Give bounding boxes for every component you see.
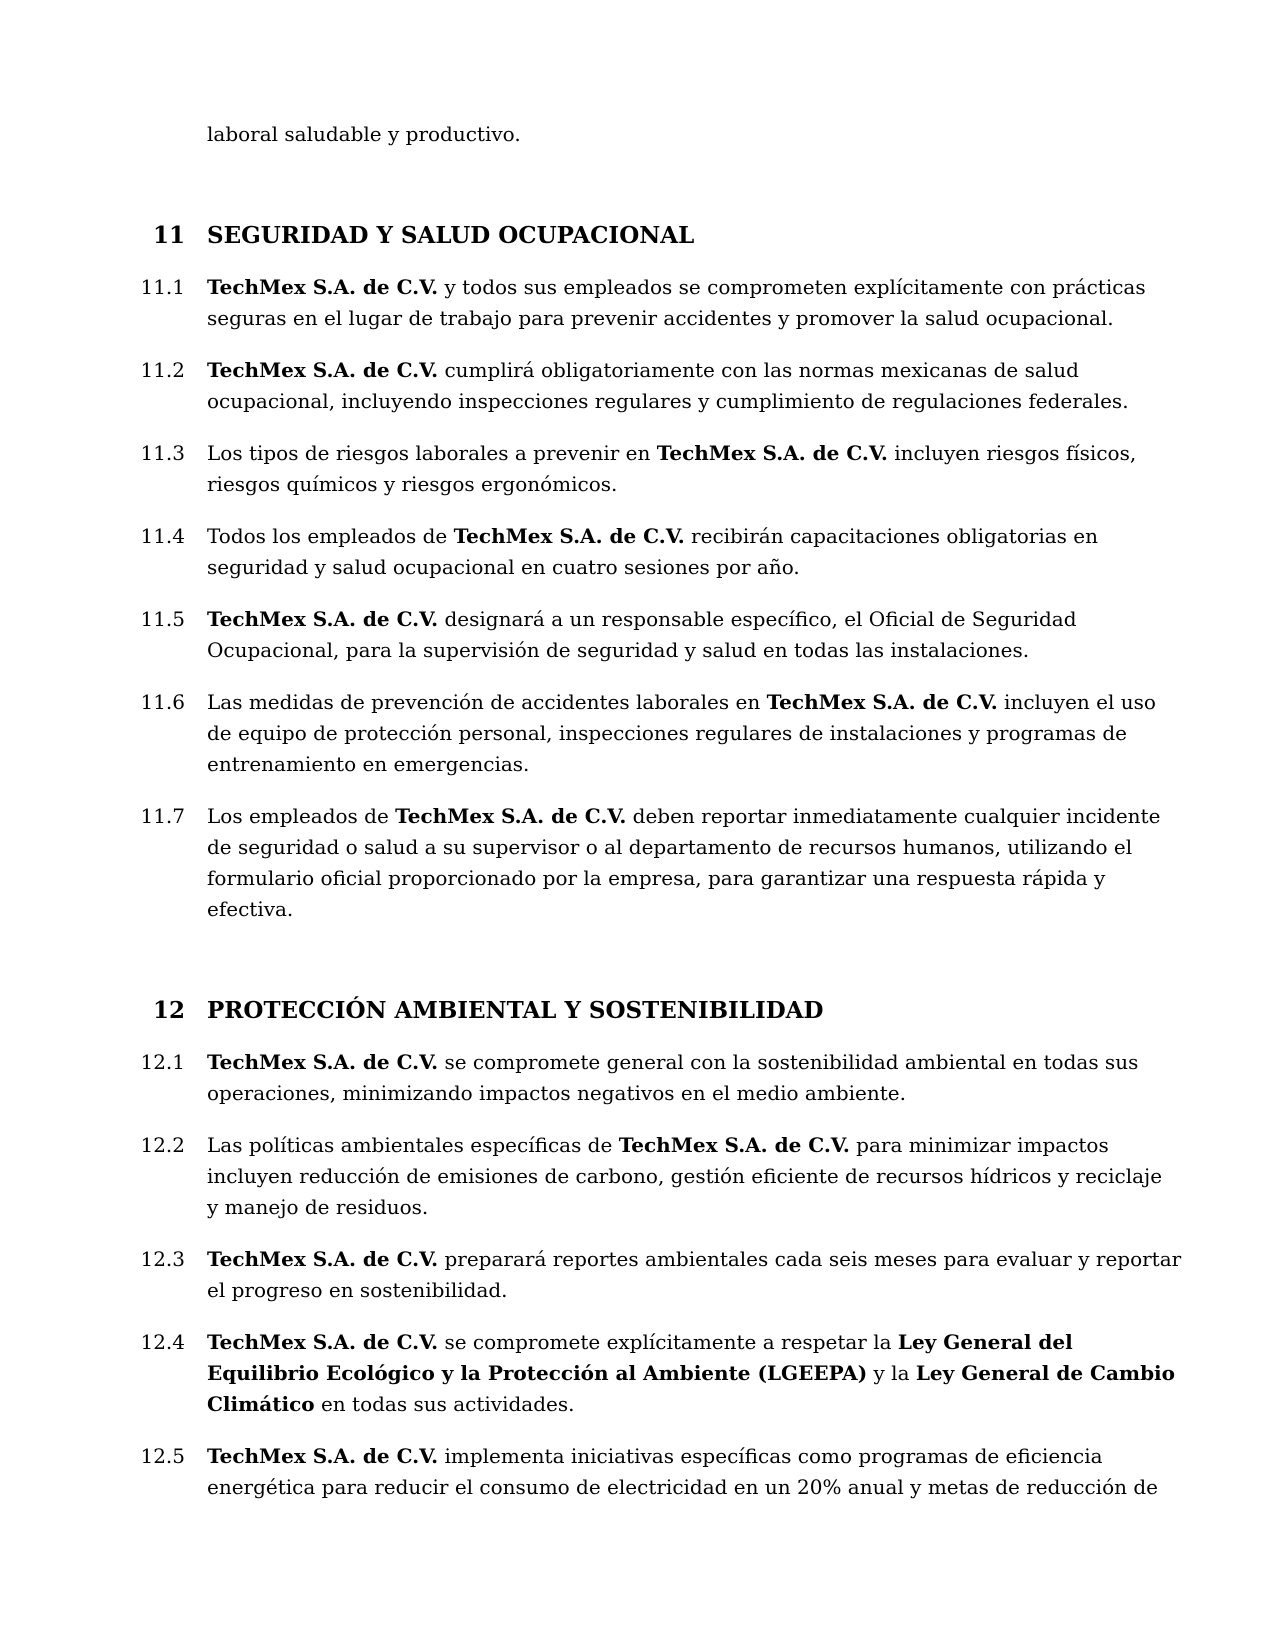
- text-run: se compromete general con la sostenibilidad ambiental en todas sus: [438, 1050, 1139, 1074]
- text-run: y todos sus empleados se comprometen explícitamente con prácticas: [438, 275, 1146, 299]
- text-line: [207, 1161, 1162, 1192]
- bold-run: TechMex S.A. de C.V.: [207, 1444, 439, 1468]
- list-item: [0, 604, 1275, 666]
- list-item: [0, 438, 1275, 500]
- list-item-body: [207, 687, 1156, 780]
- bold-run: TechMex S.A. de C.V.: [395, 804, 627, 828]
- bold-run: TechMex S.A. de C.V.: [207, 358, 439, 382]
- text-run: Las medidas de prevención de accidentes laborales en: [207, 690, 767, 714]
- list-item: [0, 687, 1275, 780]
- text-line: [207, 552, 1098, 583]
- text-run: de seguridad o salud a su supervisor o al departamento de recursos humanos, utilizando el: [207, 835, 1133, 859]
- text-run: para minimizar impactos: [849, 1133, 1109, 1157]
- item-number: 11.3: [140, 441, 185, 465]
- text-run: Las políticas ambientales específicas de: [207, 1133, 619, 1157]
- text-run: entrenamiento en emergencias.: [207, 752, 530, 776]
- item-number: 11.1: [140, 275, 185, 299]
- text-line: [207, 1327, 1175, 1358]
- item-number: 11.7: [140, 804, 185, 828]
- text-line: [207, 386, 1129, 417]
- text-line: [207, 272, 1146, 303]
- list-item: [0, 1047, 1275, 1109]
- bold-run: Climático: [207, 1392, 315, 1416]
- section-title: PROTECCIÓN AMBIENTAL Y SOSTENIBILIDAD: [207, 997, 824, 1024]
- section-heading: [0, 995, 1275, 1026]
- list-item: [0, 521, 1275, 583]
- bold-run: TechMex S.A. de C.V.: [207, 1247, 439, 1271]
- text-run: efectiva.: [207, 897, 294, 921]
- section-heading-body: [207, 995, 823, 1026]
- bold-run: TechMex S.A. de C.V.: [453, 524, 685, 548]
- list-item: [0, 1441, 1275, 1503]
- bold-run: TechMex S.A. de C.V.: [207, 1330, 439, 1354]
- text-line: [207, 1441, 1158, 1472]
- text-run: Ocupacional, para la supervisión de seguridad y salud en todas las instalaciones.: [207, 638, 1030, 662]
- item-number: 11.2: [140, 358, 185, 382]
- text-line: [207, 863, 1160, 894]
- text-run: Los empleados de: [207, 804, 396, 828]
- text-run: energética para reducir el consumo de electricidad en un 20% anual y metas de reducción de: [207, 1475, 1158, 1499]
- text-line: [207, 1275, 1181, 1306]
- list-item: [0, 1244, 1275, 1306]
- text-run: y la: [867, 1361, 916, 1385]
- text-line: [207, 1472, 1158, 1503]
- list-item-body: [207, 438, 1136, 500]
- text-line: [207, 1078, 1138, 1109]
- item-number: 12.5: [140, 1444, 185, 1468]
- text-run: y manejo de residuos.: [207, 1195, 429, 1219]
- text-line: [207, 635, 1077, 666]
- text-run: incluyen el uso: [997, 690, 1156, 714]
- continued-paragraph: [0, 119, 1275, 150]
- text-line: [207, 1047, 1138, 1078]
- text-line: [207, 832, 1160, 863]
- text-run: incluyen riesgos físicos,: [887, 441, 1137, 465]
- item-number: 11.4: [140, 524, 185, 548]
- text-run: en todas sus actividades.: [314, 1392, 575, 1416]
- list-item-body: [207, 801, 1160, 925]
- list-item: [0, 801, 1275, 925]
- section-title: SEGURIDAD Y SALUD OCUPACIONAL: [207, 222, 695, 249]
- list-item-body: [207, 1244, 1181, 1306]
- text-line: [207, 521, 1098, 552]
- text-line: [207, 1358, 1175, 1389]
- text-line: [207, 469, 1136, 500]
- text-line: [207, 894, 1160, 925]
- text-run: el progreso en sostenibilidad.: [207, 1278, 508, 1302]
- section-heading: [0, 220, 1275, 251]
- list-item: [0, 1327, 1275, 1420]
- section-heading-body: [207, 220, 694, 251]
- list-item-body: [207, 1130, 1162, 1223]
- section-number: 11: [152, 222, 185, 249]
- list-item-body: [207, 1441, 1158, 1503]
- list-item: [0, 272, 1275, 334]
- text-run: seguras en el lugar de trabajo para prevenir accidentes y promover la salud ocupacional.: [207, 306, 1114, 330]
- item-number: 11.6: [140, 690, 185, 714]
- list-item-body: [207, 604, 1077, 666]
- text-line: [207, 718, 1156, 749]
- item-number: 12.3: [140, 1247, 185, 1271]
- list-item: [0, 355, 1275, 417]
- list-item-body: [207, 1327, 1175, 1420]
- text-run: laboral saludable y productivo.: [207, 122, 521, 146]
- text-line: [207, 1130, 1162, 1161]
- text-run: se compromete explícitamente a respetar la: [438, 1330, 898, 1354]
- list-item-body: [207, 1047, 1138, 1109]
- bold-run: TechMex S.A. de C.V.: [618, 1133, 850, 1157]
- text-run: deben reportar inmediatamente cualquier incidente: [626, 804, 1161, 828]
- text-run: Los tipos de riesgos laborales a prevenir en: [207, 441, 657, 465]
- bold-run: Ley General del: [897, 1330, 1073, 1354]
- text-run: de equipo de protección personal, inspecciones regulares de instalaciones y programas de: [207, 721, 1127, 745]
- bold-run: TechMex S.A. de C.V.: [207, 1050, 439, 1074]
- list-item-body: [207, 355, 1129, 417]
- list-item-body: [207, 521, 1098, 583]
- text-line: [207, 1192, 1162, 1223]
- text-line: [207, 438, 1136, 469]
- list-item: [0, 1130, 1275, 1223]
- bold-run: TechMex S.A. de C.V.: [207, 607, 439, 631]
- text-run: ocupacional, incluyendo inspecciones regulares y cumplimiento de regulaciones federales.: [207, 389, 1129, 413]
- text-run: implementa iniciativas específicas como programas de eficiencia: [438, 1444, 1103, 1468]
- section-number: 12: [152, 997, 185, 1024]
- text-run: cumplirá obligatoriamente con las normas mexicanas de salud: [438, 358, 1079, 382]
- item-number: 12.4: [140, 1330, 185, 1354]
- item-number: 11.5: [140, 607, 185, 631]
- item-number: 12.1: [140, 1050, 185, 1074]
- text-run: operaciones, minimizando impactos negativos en el medio ambiente.: [207, 1081, 906, 1105]
- text-run: formulario oficial proporcionado por la empresa, para garantizar una respuesta rápida y: [207, 866, 1106, 890]
- text-line: [207, 604, 1077, 635]
- bold-run: Ley General de Cambio: [915, 1361, 1175, 1385]
- text-run: incluyen reducción de emisiones de carbono, gestión eficiente de recursos hídricos y reciclaje: [207, 1164, 1163, 1188]
- item-number: 12.2: [140, 1133, 185, 1157]
- text-line: [207, 801, 1160, 832]
- bold-run: TechMex S.A. de C.V.: [766, 690, 998, 714]
- text-line: [207, 303, 1146, 334]
- text-line: [207, 749, 1156, 780]
- text-line: [207, 687, 1156, 718]
- text-run: preparará reportes ambientales cada seis meses para evaluar y reportar: [438, 1247, 1182, 1271]
- text-run: recibirán capacitaciones obligatorias en: [684, 524, 1099, 548]
- text-line: [207, 355, 1129, 386]
- bold-run: Equilibrio Ecológico y la Protección al Ambiente (LGEEPA): [207, 1361, 868, 1385]
- text-line: [207, 119, 521, 150]
- bold-run: TechMex S.A. de C.V.: [656, 441, 888, 465]
- text-run: seguridad y salud ocupacional en cuatro sesiones por año.: [207, 555, 800, 579]
- text-line: [207, 1389, 1175, 1420]
- text-run: designará a un responsable específico, el Oficial de Seguridad: [438, 607, 1077, 631]
- bold-run: TechMex S.A. de C.V.: [207, 275, 439, 299]
- text-run: riesgos químicos y riesgos ergonómicos.: [207, 472, 618, 496]
- continued-paragraph-body: [207, 119, 521, 150]
- text-run: Todos los empleados de: [207, 524, 454, 548]
- text-line: [207, 1244, 1181, 1275]
- list-item-body: [207, 272, 1146, 334]
